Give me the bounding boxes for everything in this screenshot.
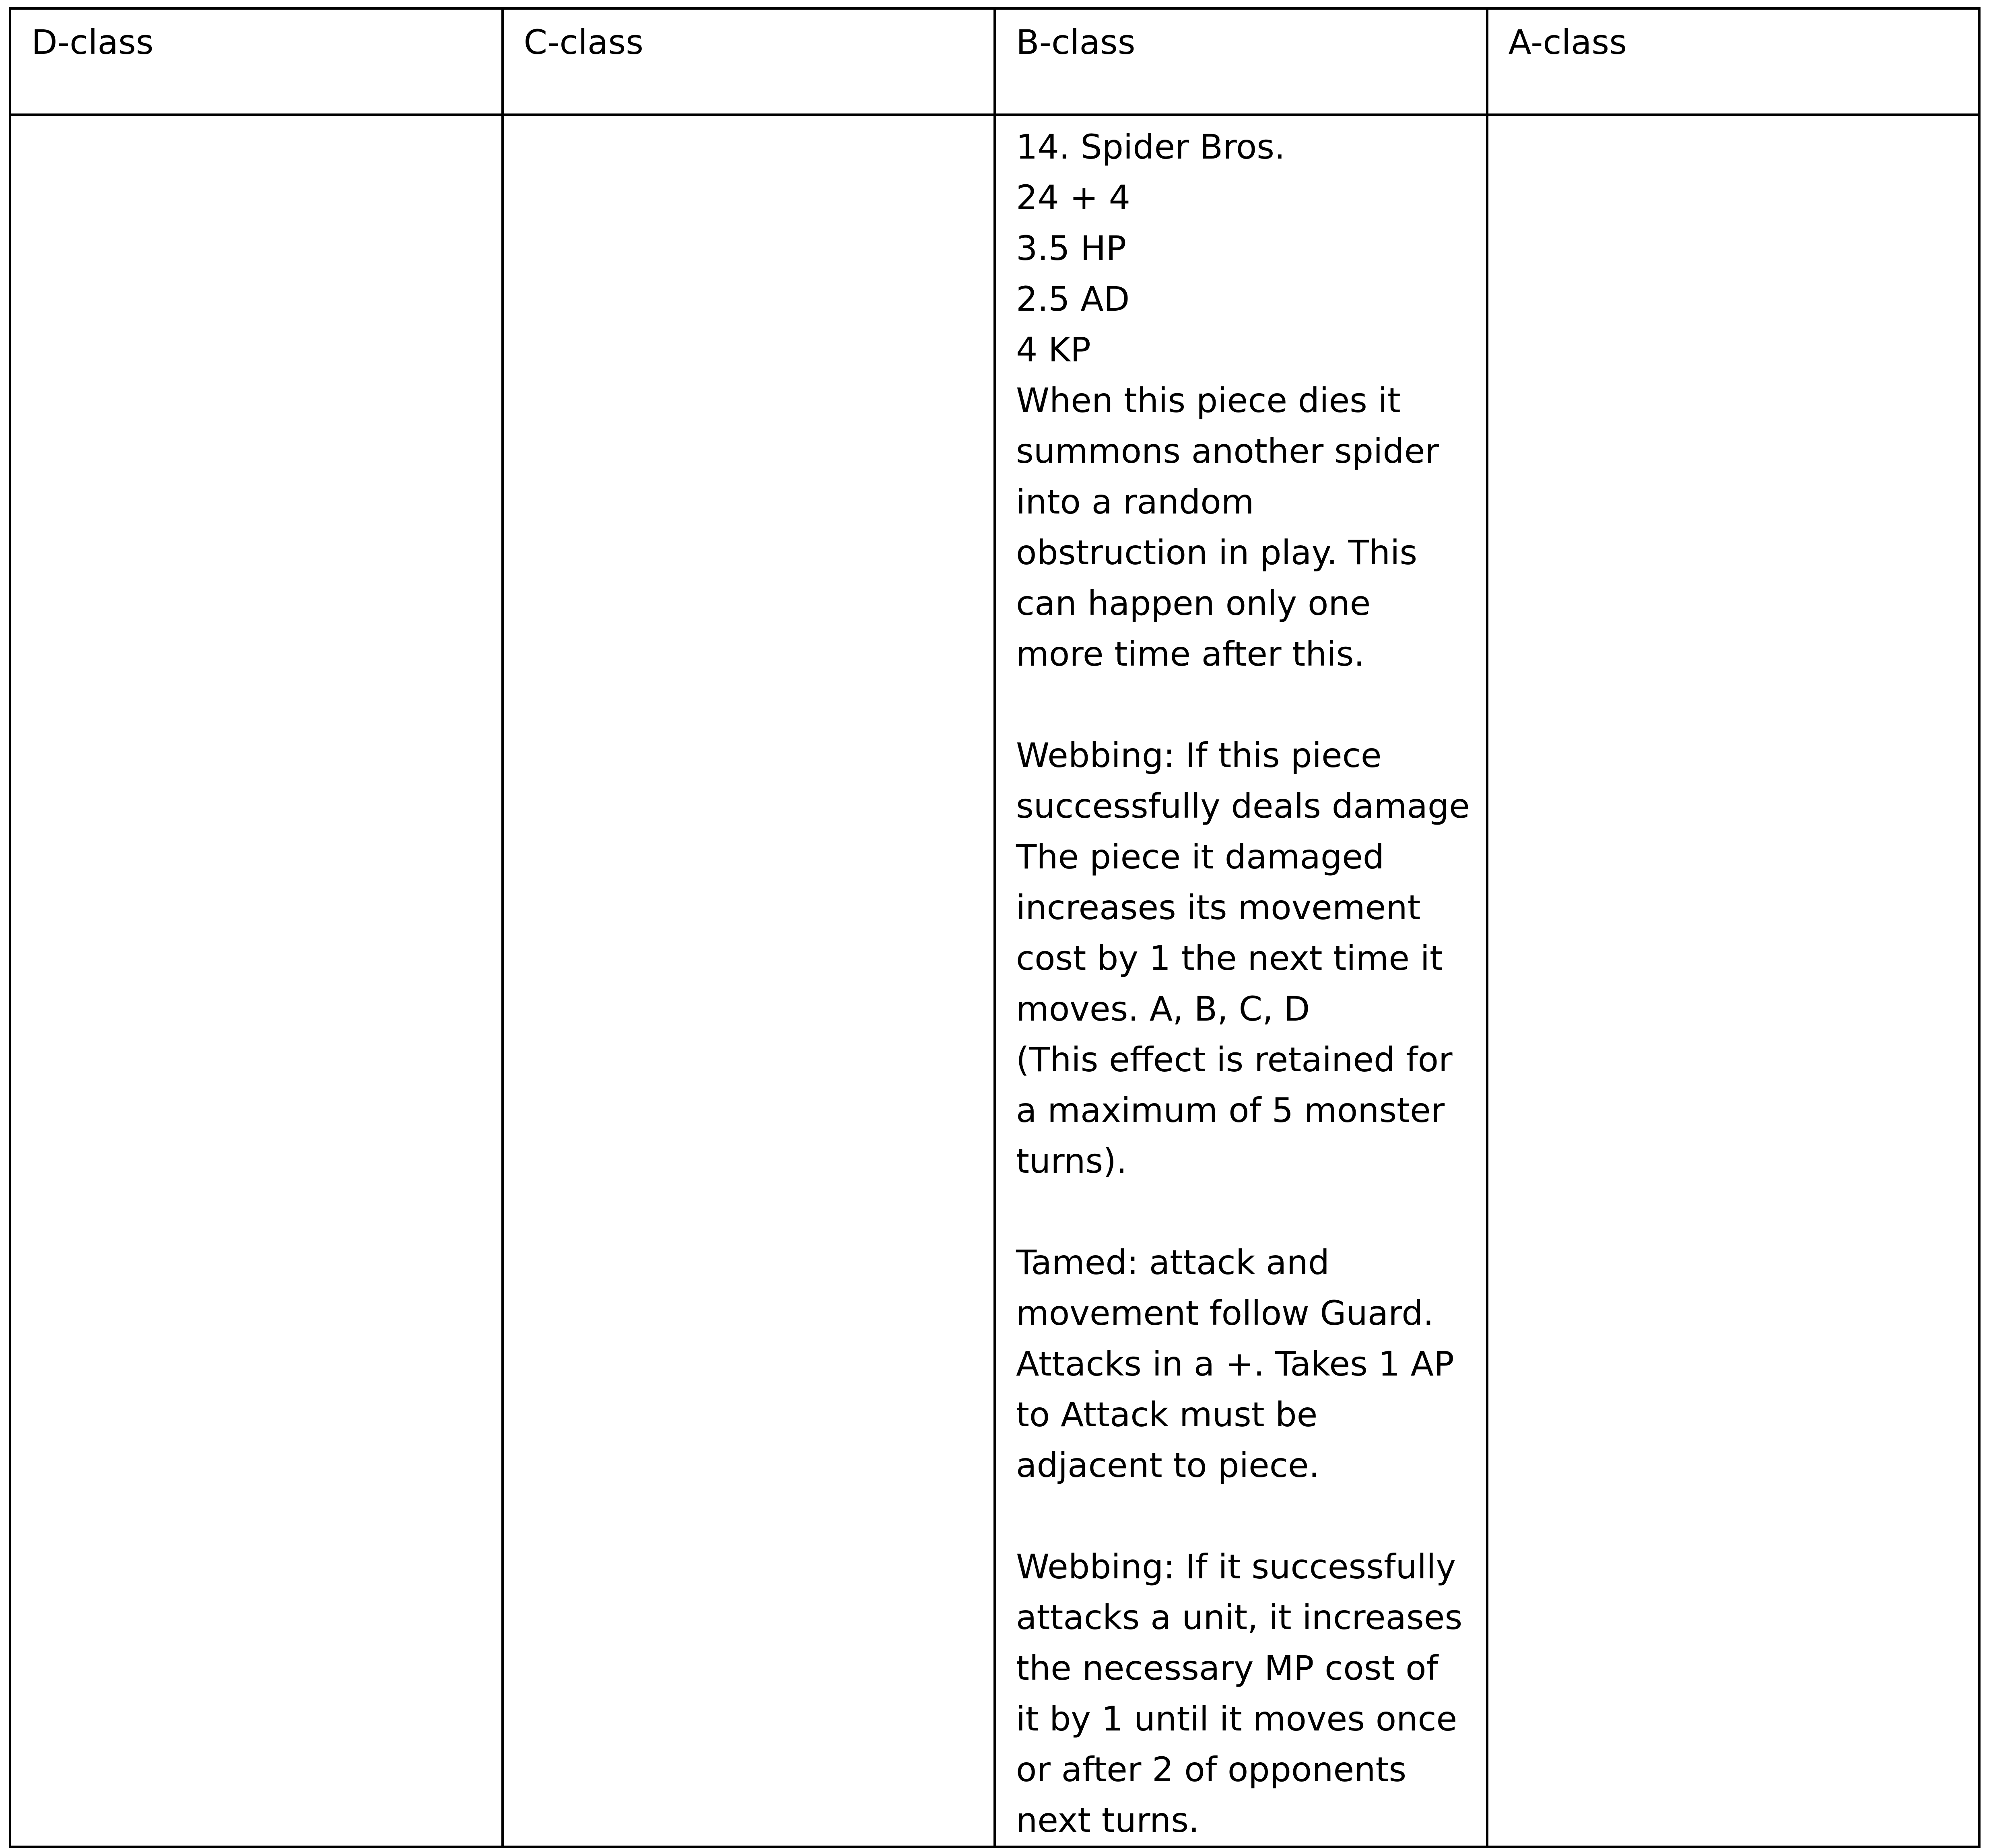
stat-kp: 4 KP [1016, 330, 1091, 369]
header-label: A-class [1508, 23, 1627, 62]
tamed-text-line: to Attack must be [1016, 1395, 1318, 1434]
tamed-webbing-text-line: it by 1 until it moves once [1016, 1699, 1457, 1739]
paragraph-gap [1016, 679, 1466, 730]
tamed-webbing-text-line: next turns. [1016, 1801, 1200, 1840]
webbing-text-line: (This effect is retained for [1016, 1040, 1453, 1079]
tamed-webbing-text-line: Webbing: If it successfully [1016, 1547, 1456, 1586]
tamed-text-line: Attacks in a +. Takes 1 AP [1016, 1344, 1454, 1384]
tamed-text-line: movement follow Guard. [1016, 1293, 1434, 1333]
tamed-webbing-text-line: attacks a unit, it increases [1016, 1598, 1463, 1637]
header-cell-c-class [503, 8, 995, 115]
header-cell-b-class [995, 8, 1487, 115]
cell-d-class [10, 115, 503, 1847]
death-text-line: When this piece dies it [1016, 381, 1401, 420]
webbing-text-line: a maximum of 5 monster [1016, 1091, 1445, 1130]
tamed-text-line: Tamed: attack and [1016, 1243, 1330, 1282]
death-text-line: can happen only one [1016, 584, 1371, 623]
cell-c-class [503, 115, 995, 1847]
webbing-text-line: turns). [1016, 1141, 1127, 1181]
webbing-text-line: Webbing: If this piece [1016, 736, 1382, 775]
tamed-text-line: adjacent to piece. [1016, 1446, 1320, 1485]
stat-hp: 3.5 HP [1016, 229, 1127, 268]
class-table [9, 7, 1981, 1848]
cell-b-class [995, 115, 1487, 1847]
webbing-text-line: cost by 1 the next time it [1016, 938, 1443, 978]
stat-ad: 2.5 AD [1016, 279, 1130, 319]
header-cell-a-class [1487, 8, 1980, 115]
stat-cost: 24 + 4 [1016, 178, 1131, 217]
header-row [10, 8, 1979, 115]
webbing-text-line: successfully deals damage [1016, 786, 1470, 826]
death-text-line: obstruction in play. This [1016, 533, 1418, 572]
webbing-text-line: moves. A, B, C, D [1016, 989, 1310, 1029]
cell-a-class [1487, 115, 1980, 1847]
header-label: C-class [523, 23, 643, 62]
header-label: D-class [31, 23, 154, 62]
paragraph-gap [1016, 1186, 1466, 1237]
body-row [10, 115, 1979, 1847]
webbing-text-line: increases its movement [1016, 888, 1421, 927]
header-label: B-class [1016, 23, 1136, 62]
death-text-line: summons another spider [1016, 431, 1439, 471]
paragraph-gap [1016, 1491, 1466, 1541]
tamed-webbing-text-line: or after 2 of opponents [1016, 1750, 1407, 1789]
piece-title: 14. Spider Bros. [1016, 127, 1285, 167]
tamed-webbing-text-line: the necessary MP cost of [1016, 1648, 1439, 1688]
death-text-line: more time after this. [1016, 634, 1365, 674]
death-text-line: into a random [1016, 482, 1254, 522]
header-cell-d-class [10, 8, 503, 115]
webbing-text-line: The piece it damaged [1016, 837, 1385, 877]
